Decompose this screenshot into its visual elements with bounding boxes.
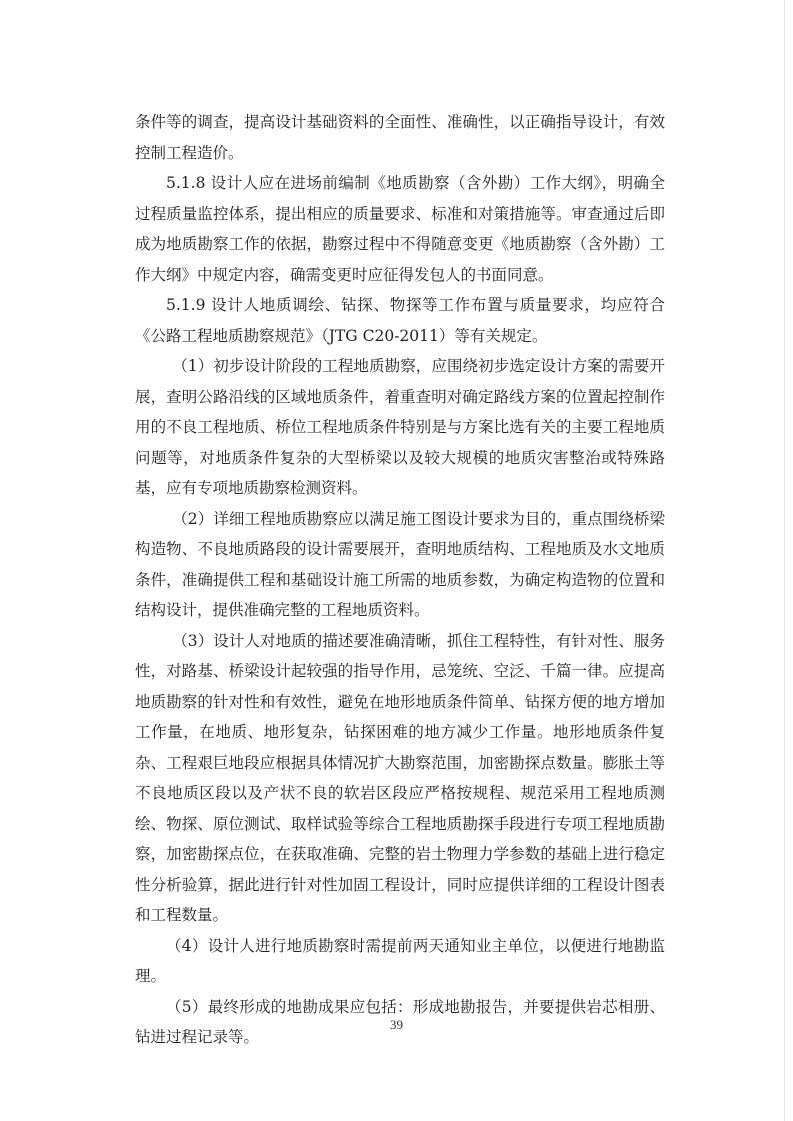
page-number: 39 [390, 1017, 403, 1032]
paragraph-item-1: （1）初步设计阶段的工程地质勘察，应围绕初步选定设计方案的需要开展，查明公路沿线的区域地质条件，着重查明对确定路线方案的位置起控制作用的不良工程地质、桥位工程地质条件特别是与方案比选有关的主要工程地质问题等，对地质条件复杂的大型桥梁以及较大规模的地质灾害整治或特殊路基，应有专项地质勘察检测资料。 [135, 357, 665, 497]
paragraph-item-2: （2）详细工程地质勘察应以满足施工图设计要求为目的，重点围绕桥梁构造物、不良地质路段的设计需要展开，查明地质结构、工程地质及水文地质条件，准确提供工程和基础设计施工所需的地质参数，为确定构造物的位置和结构设计，提供准确完整的工程地质资料。 [135, 509, 665, 619]
paragraph-item-5: （5）最终形成的地勘成果应包括：形成地勘报告，并要提供岩芯相册、钻进过程记录等。 [135, 997, 665, 1046]
scan-edge-divider [784, 0, 785, 1121]
paragraph-5-1-8: 5.1.8 设计人应在进场前编制《地质勘察（含外勘）工作大纲》，明确全过程质量监控体系，提出相应的质量要求、标准和对策措施等。审查通过后即成为地质勘察工作的依据，勘察过程中不得随意变更《地质勘察（含外勘）工作大纲》中规定内容，确需变更时应征得发包人的书面同意。 [135, 174, 665, 284]
body-text [135, 107, 665, 1053]
paragraph-5-1-9: 5.1.9 设计人地质调绘、钻探、物探等工作布置与质量要求，均应符合《公路工程地质勘察规范》（JTG C20-2011）等有关规定。 [135, 296, 665, 345]
paragraph-continuation: 条件等的调查，提高设计基础资料的全面性、准确性，以正确指导设计，有效控制工程造价。 [135, 113, 665, 162]
paragraph-item-3: （3）设计人对地质的描述要准确清晰，抓住工程特性，有针对性、服务性，对路基、桥梁设计起较强的指导作用，忌笼统、空泛、千篇一律。应提高地质勘察的针对性和有效性，避免在地形地质条件简单、钻探方便的地方增加工作量，在地质、地形复杂，钻探困难的地方减少工作量。地形地质条件复杂、工程艰巨地段应根据具体情况扩大勘察范围，加密勘探点数量。膨胀土等不良地质区段以及产状不良的软岩区段应严格按规程、规范采用工程地质测绘、物探、原位测试、取样试验等综合工程地质勘探手段进行专项工程地质勘察，加密勘探点位，在获取准确、完整的岩土物理力学参数的基础上进行稳定性分析验算，据此进行针对性加固工程设计，同时应提供详细的工程设计图表和工程数量。 [135, 631, 665, 924]
paragraph-item-4: （4）设计人进行地质勘察时需提前两天通知业主单位，以便进行地勘监理。 [135, 936, 665, 985]
